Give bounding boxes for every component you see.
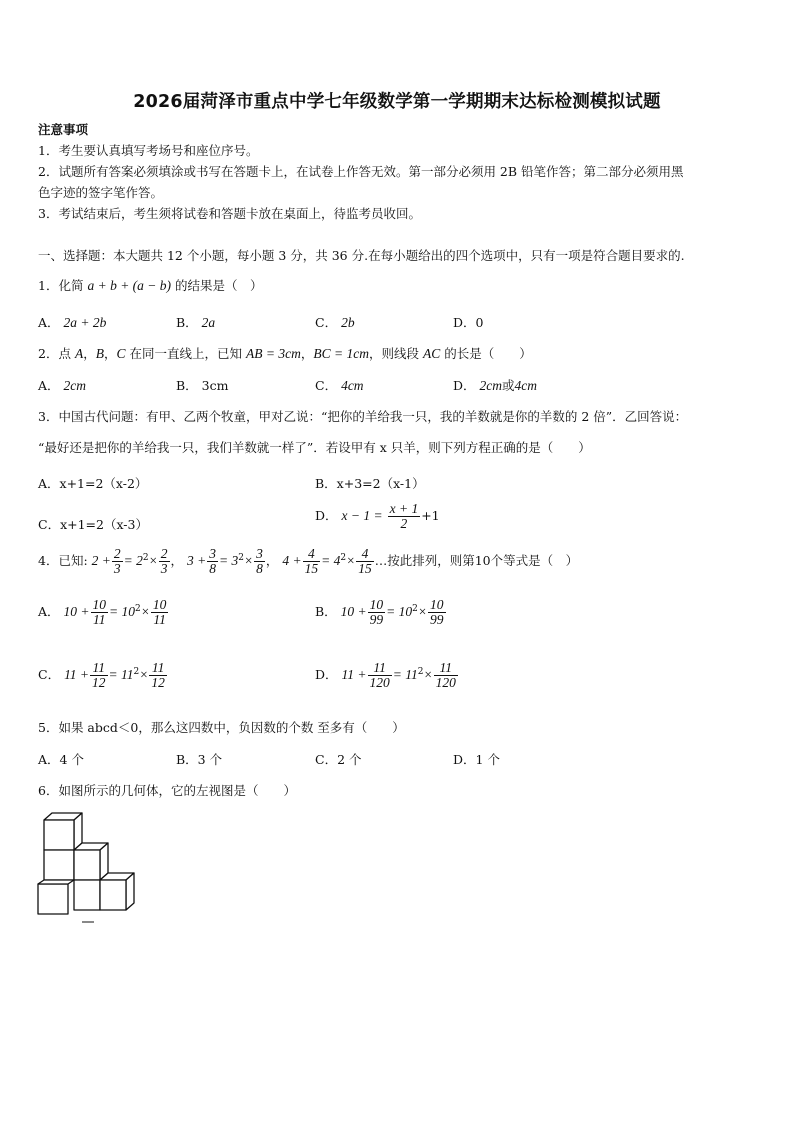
q4-option-a-label: A．: [38, 604, 60, 620]
q4-c-frac: [90, 661, 108, 690]
q2-option-c-label: C．: [315, 378, 338, 393]
q4-c-num-2: 11: [149, 661, 167, 676]
q4-eq3-b: = 4: [321, 553, 341, 569]
q5-option-c[interactable]: C．2 个: [315, 752, 362, 767]
q4-b-frac: [368, 598, 386, 627]
q4-eq1-num-2: 2: [160, 546, 168, 561]
cube-stack-figure: [34, 810, 144, 928]
q2-option-d-label: D．: [453, 378, 476, 393]
q4-eq2-a: 3 +: [187, 553, 207, 569]
q2-suffix: 的长是（ ）: [444, 346, 532, 361]
q4-b-frac-2: [428, 598, 446, 627]
q2-option-d-value-1: 2cm: [479, 378, 503, 393]
q4-eq2-b: = 3: [219, 553, 239, 569]
q1-option-a-value: 2a + 2b: [63, 315, 107, 330]
q4-eq1-den-2: 3: [160, 561, 168, 577]
cube-front-face: [38, 884, 68, 914]
q1-option-c-label: C．: [315, 315, 338, 330]
q4-option-c-label: C．: [38, 667, 61, 683]
q4-eq2-den-2: 8: [256, 561, 263, 577]
question-6: 6．如图所示的几何体，它的左视图是（ ）: [38, 783, 296, 798]
q4-d-frac: [368, 661, 392, 690]
q4-a-den-2: 11: [153, 612, 166, 628]
q4-d-rhs: = 11: [392, 667, 418, 683]
question-3-line-2: “最好还是把你的羊给我一只，我们羊数就一样了”．若设甲有 x 只羊，则下列方程正确的是（ ）: [38, 440, 591, 455]
q4-eq3-den-2: 15: [358, 561, 372, 577]
notice-item-2-cont: 色字迹的签字笔作答。: [38, 185, 164, 200]
q1-option-b[interactable]: [176, 313, 215, 331]
q3-option-b[interactable]: B．x+3=2（x-1）: [315, 476, 425, 491]
q4-d-times: ×: [423, 667, 433, 683]
q4-prefix: 4．已知:: [38, 553, 88, 569]
q2-prefix: 点: [58, 346, 71, 361]
q2-option-d[interactable]: [453, 376, 537, 394]
question-4: 4．已知: 2 + $\frac{2}{3}$ = $2^2\times$ $\frac{2}{3}$ ， 3 + $\frac{3}{8}$ = $3^2\times$ $\frac{3}{8}$ ， 4 + $\frac{4}{15}$ = $4^2\times$ $\frac{4}{15}$ …按此排列，则第10个等式是（ ）: [38, 546, 579, 577]
q4-option-a[interactable]: [38, 598, 169, 627]
q3-option-d-rhs: +1: [421, 508, 440, 524]
q4-a-times: ×: [140, 604, 150, 620]
q2-option-b-label: B．: [176, 378, 198, 393]
q4-d-den: 120: [369, 675, 390, 691]
q4-eq2-frac-2: [254, 547, 265, 576]
q4-b-exp: 2: [412, 604, 418, 615]
q4-b-lhs: 10 +: [340, 604, 367, 620]
q2-option-c[interactable]: [315, 376, 364, 394]
q4-eq3-den: 15: [304, 561, 319, 577]
q4-eq3-exp: 2: [340, 553, 347, 564]
q4-a-num-2: 10: [152, 597, 167, 612]
q4-eq1-times: ×: [148, 553, 158, 569]
q2-eq-ab: AB = 3cm: [245, 346, 301, 361]
q2-option-d-value-2: 4cm: [514, 378, 538, 393]
q3-option-d-numerator: x + 1: [389, 501, 419, 516]
q4-a-num: 10: [92, 597, 107, 612]
q3-option-a[interactable]: A．x+1=2（x-2）: [38, 476, 148, 491]
q4-option-d-label: D．: [315, 667, 338, 683]
notice-item-2: 2．试题所有答案必须填涂或书写在答题卡上，在试卷上作答无效。第一部分必须用 2B 铅笔作答；第二部分必须用黑: [38, 164, 684, 179]
q4-a-frac: [91, 598, 109, 627]
q4-c-den: 12: [92, 675, 106, 691]
q2-point-b: B: [95, 346, 104, 361]
q4-c-rhs: = 11: [108, 667, 134, 683]
q4-eq1-b: = 2: [123, 553, 143, 569]
q2-option-d-or: 或: [502, 378, 515, 393]
section-heading: 一、选择题：本大题共 12 个小题，每小题 3 分，共 36 分.在每小题给出的四个选项中，只有一项是符合题目要求的.: [38, 248, 685, 263]
q2-option-b-value: 3cm: [201, 378, 229, 393]
q4-b-den-2: 99: [430, 612, 444, 628]
q4-a-lhs: 10 +: [63, 604, 90, 620]
q3-option-d-lhs: x − 1 =: [341, 508, 383, 524]
cube-front-face: [44, 820, 74, 850]
q4-c-den-2: 12: [151, 675, 165, 691]
q3-option-d-denominator: 2: [400, 516, 408, 532]
q4-eq3-num: 4: [303, 547, 321, 562]
question-1: [38, 276, 263, 294]
q5-option-d[interactable]: D．1 个: [453, 752, 500, 767]
q4-option-c[interactable]: [38, 661, 168, 690]
q2-option-b[interactable]: [176, 376, 228, 394]
q4-eq2-times: ×: [243, 553, 254, 569]
notice-heading: 注意事项: [38, 122, 89, 137]
q4-a-rhs: = 10: [109, 604, 136, 620]
q3-option-c[interactable]: C．x+1=2（x-3）: [38, 517, 148, 532]
q4-c-num: 11: [90, 661, 108, 676]
q3-option-d-fraction: [388, 502, 421, 531]
cube-front-face: [74, 880, 100, 910]
q3-option-d-label: D．: [315, 508, 338, 524]
cube-front-face: [44, 850, 74, 880]
q4-d-lhs: 11 +: [341, 667, 367, 683]
question-2: 2．点 A，B，C 在同一直线上，已知 AB = 3cm，BC = 1cm，则线段 AC 的长是（ ）: [38, 346, 532, 361]
q4-d-den-2: 120: [435, 675, 456, 691]
q2-middle-2: ，则线段: [368, 346, 419, 361]
q4-eq1-num: 2: [113, 546, 121, 561]
q4-b-num-2: 10: [430, 597, 444, 612]
q1-expression: a + b + (a − b): [87, 278, 172, 293]
cube-front-face: [100, 880, 126, 910]
q1-option-d[interactable]: D．0: [453, 315, 484, 330]
q4-b-num: 10: [369, 597, 384, 612]
q1-option-b-value: 2a: [201, 315, 216, 330]
q4-c-frac-2: [149, 661, 167, 690]
q2-eq-bc: BC = 1cm: [313, 346, 369, 361]
cube-right-face: [126, 873, 134, 910]
q4-c-exp: 2: [133, 667, 140, 678]
q4-a-frac-2: [151, 598, 169, 627]
q4-eq2-num-2: 3: [256, 546, 263, 561]
cube-front-face: [74, 850, 100, 880]
q1-option-a-label: A．: [38, 315, 60, 330]
q1-option-c[interactable]: [315, 313, 355, 331]
q4-eq2-exp: 2: [238, 553, 244, 564]
question-5: 5．如果 abcd＜0，那么这四数中，负因数的个数 至多有（ ）: [38, 720, 405, 735]
q5-option-b[interactable]: B．3 个: [176, 752, 223, 767]
q4-b-rhs: = 10: [386, 604, 413, 620]
q4-eq1-a: 2 +: [91, 553, 111, 569]
q4-d-exp: 2: [417, 667, 424, 678]
q4-d-frac-2: [434, 661, 458, 690]
q4-b-den: 99: [369, 612, 384, 628]
q1-number: 1．: [38, 278, 59, 293]
notice-item-3: 3．考试结束后，考生须将试卷和答题卡放在桌面上，待监考员收回。: [38, 206, 421, 221]
q1-suffix: 的结果是（ ）: [175, 278, 263, 293]
q2-option-a-label: A．: [38, 378, 60, 393]
page-title: 2026届菏泽市重点中学七年级数学第一学期期末达标检测模拟试题: [133, 92, 661, 112]
q4-eq3-num-2: 4: [356, 547, 374, 562]
question-3-line-1: 3．中国古代问题：有甲、乙两个牧童，甲对乙说：“把你的羊给我一只，我的羊数就是你的羊数的 2 倍”．乙回答说：: [38, 409, 688, 424]
q1-option-c-value: 2b: [341, 315, 355, 330]
q2-number: 2．: [38, 346, 59, 361]
q4-d-num-2: 11: [434, 661, 458, 676]
q4-eq3-frac: [303, 547, 321, 576]
q1-option-b-label: B．: [176, 315, 198, 330]
q4-eq3-frac-2: [356, 547, 374, 576]
q4-eq2-frac: [207, 547, 218, 576]
q4-c-lhs: 11 +: [64, 667, 90, 683]
q4-option-b-label: B．: [315, 604, 337, 620]
q4-eq3-a: 4 +: [282, 553, 302, 569]
q4-option-b[interactable]: [315, 598, 447, 627]
q2-point-c: C: [116, 346, 126, 361]
q2-option-a-value: 2cm: [63, 378, 87, 393]
q2-middle: 在同一直线上，已知: [129, 346, 242, 361]
q2-option-a[interactable]: [38, 376, 86, 394]
q4-eq1-frac: [112, 547, 123, 576]
cube-top-face: [38, 880, 74, 884]
q4-eq2-den: 8: [209, 561, 216, 577]
q4-eq1-frac-2: [159, 547, 170, 576]
q2-option-c-value: 4cm: [341, 378, 364, 393]
q4-suffix: …按此排列，则第10个等式是（ ）: [374, 553, 579, 569]
q4-eq2-num: 3: [209, 546, 216, 561]
q1-prefix: 化简: [58, 278, 84, 293]
q1-option-a[interactable]: [38, 313, 106, 331]
q5-option-a[interactable]: A．4 个: [38, 752, 84, 767]
q2-segment: AC: [422, 346, 441, 361]
q2-point-a: A: [74, 346, 84, 361]
q4-b-times: ×: [417, 604, 428, 620]
q3-option-d[interactable]: [315, 502, 440, 531]
q4-eq3-times: ×: [346, 553, 356, 569]
q4-c-times: ×: [139, 667, 149, 683]
q4-option-d[interactable]: [315, 661, 459, 690]
notice-item-1: 1．考生要认真填写考场号和座位序号。: [38, 143, 259, 158]
q4-a-den: 11: [93, 612, 106, 628]
q4-d-num: 11: [368, 661, 392, 676]
q4-eq1-den: 3: [113, 561, 121, 577]
q4-a-exp: 2: [135, 604, 141, 615]
q4-eq1-exp: 2: [142, 553, 149, 564]
